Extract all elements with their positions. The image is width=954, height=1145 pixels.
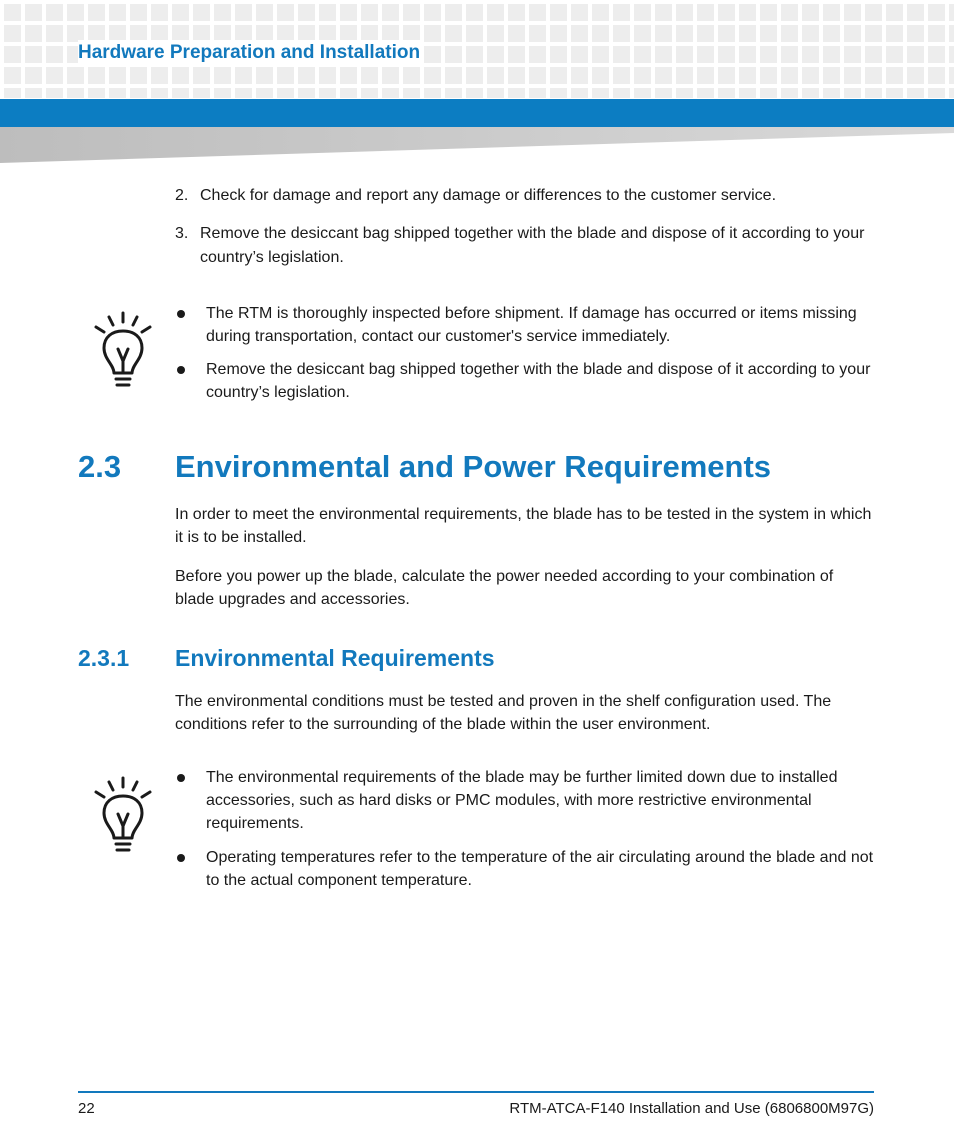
note-bullet-text: Remove the desiccant bag shipped together with the blade and dispose of it according to your country’s legislation. [206,361,871,401]
step-number: 2. [175,187,189,204]
lightbulb-icon [90,309,156,393]
page-number: 22 [78,1100,95,1117]
lightbulb-icon [90,774,156,858]
note-bullet-text: Operating temperatures refer to the temperature of the air circulating around the blade and not to the actual component temperature. [206,849,874,889]
document-title: RTM-ATCA-F140 Installation and Use (6806800M97G) [509,1100,874,1117]
note-bullet-item [175,766,875,835]
subsection-title: Environmental Requirements [175,645,495,671]
step-item [175,222,875,270]
body-paragraph: The environmental conditions must be tested and proven in the shelf configuration used. The conditions refer to the surrounding of the blade within the user environment. [175,693,832,733]
bullet-dot [177,310,185,318]
body-paragraph: Before you power up the blade, calculate the power needed according to your combination of blade upgrades and accessories. [175,568,834,608]
step-number: 3. [175,225,189,242]
step-item [175,184,776,208]
bullet-dot [177,854,185,862]
step-text: Check for damage and report any damage or differences to the customer service. [200,187,777,204]
section-number: 2.3 [78,449,122,484]
header-grey-wedge [0,127,954,163]
header-blue-band [0,99,954,127]
running-header-title: Hardware Preparation and Installation [78,40,424,67]
note-bullet-text: The environmental requirements of the blade may be further limited down due to installed accessories, such as hard disks or PMC modules, with more restrictive environmental requirements. [206,769,838,832]
note-bullet-item [175,302,875,348]
section-heading [78,449,771,485]
step-text: Remove the desiccant bag shipped together with the blade and dispose of it according to your country’s legislation. [200,225,865,266]
section-title: Environmental and Power Requirements [175,449,772,484]
footer-rule [78,1091,874,1093]
note-bullet-text: The RTM is thoroughly inspected before shipment. If damage has occurred or items missing during transportation, contact our customer's service immediately. [206,305,857,345]
body-paragraph: In order to meet the environmental requirements, the blade has to be tested in the system in which it is to be installed. [175,506,872,546]
bullet-dot [177,774,185,782]
note-bullet-item [175,358,875,404]
note-bullet-item [175,846,875,892]
subsection-heading [78,645,495,672]
bullet-dot [177,366,185,374]
subsection-number: 2.3.1 [78,645,130,671]
